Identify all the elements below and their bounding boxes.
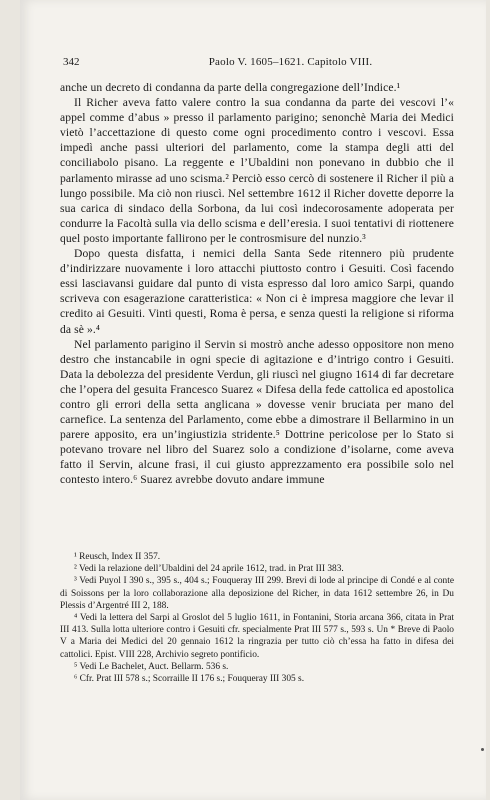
scan-speck	[481, 748, 484, 751]
footnotes	[60, 551, 454, 685]
page-header	[63, 56, 458, 68]
footnote: ¹ Reusch, Index II 357.	[74, 552, 161, 562]
page-number: 342	[63, 56, 80, 68]
paragraph: anche un decreto di condanna da parte della congregazione dell’Indice.¹	[60, 81, 401, 94]
footnote: ⁴ Vedi la lettera del Sarpi al Groslot del 5 luglio 1611, in Fontanini, Storia arcana 366, citata in Prat III 413. Sulla lotta ulteriore contro i Gesuiti cfr. specialmente Prat III 577 s., 593 s. Un * Breve di Paolo V a Maria dei Medici del 20 gennaio 1612 la ringrazia per tutto ciò ch’essa ha fatto in difesa dei cattolici. Epist. VIII 228, Archivio segreto pontificio.	[60, 613, 454, 660]
footnote: ³ Vedi Puyol I 390 s., 395 s., 404 s.; Fouqueray III 299. Brevi di lode al principe di Condé e al conte di Soissons per la loro collaborazione alla deposizione del Richer, in data 1612 settembre 26, in Du Plessis d’Argentré III 2, 188.	[60, 576, 454, 611]
paragraph: Nel parlamento parigino il Servin si mostrò anche adesso oppositore non meno destro che instancabile in ogni specie di agitazione e d’intrigo contro i Gesuiti. Data la debolezza del presidente Verdun, gli riuscì nel giugno 1614 di far decretare che l’opera del gesuita Francesco Suarez « Difesa della fede cattolica ed apostolica contro gli errori della setta anglicana » dovesse venir bruciata per mano del carnefice. La sentenza del Parlamento, come ebbe a dimostrare il Bellarmino in un parere apposito, era un’ingiustizia stridente.⁵ Dottrine pericolose per lo Stato si potevano trovare nel libro del Suarez solo a condizione d’isolarne, come aveva fatto il Servin, alcune frasi, il cui giusto apprezzamento era possibile solo nel contesto intero.⁶ Suarez avrebbe dovuto andare immune	[60, 337, 454, 487]
paragraph: Il Richer aveva fatto valere contro la sua condanna da parte dei vescovi l’« appel comme d’abus » presso il parlamento parigino; senonchè Maria dei Medici vietò l’accettazione di questo come ogni procedimento contro i vescovi. Essa impedì anche passi ulteriori del parlamento, come la stampa degli atti del conciliabolo pisano. La reggente e l’Ubaldini non ponevano in dubbio che il parlamento mirasse ad uno scisma.² Perciò esso cercò di sostenere il Richer il più a lungo possibile. Ma ciò non riuscì. Nel settembre 1612 il Richer dovette deporre la sua carica di sindaco della Sorbona, da lui così indecorosamente adoperata per condurre la Facoltà sulla via dello scisma e dell’eresia. I suoi tentativi di riottenere quel posto importante fallirono per le controsmisure del nunzio.³	[60, 96, 454, 245]
main-text	[60, 80, 454, 488]
running-title: Paolo V. 1605–1621. Capitolo VIII.	[208, 56, 373, 68]
paragraph: Dopo questa disfatta, i nemici della Santa Sede ritennero più prudente d’indirizzare nuovamente i loro attacchi piuttosto contro i Gesuiti. Così facendo essi lasciavansi guidare dal punto di vista espresso dal loro amico Sarpi, quando scriveva con esagerazione caratteristica: « Non ci è impresa maggiore che levar il credito ai Gesuiti. Vinti questi, Roma è persa, e senza questi la religione si riforma da sè ».⁴	[60, 247, 454, 336]
footnote: ⁶ Cfr. Prat III 578 s.; Scorraille II 176 s.; Fouqueray III 305 s.	[74, 674, 305, 685]
footnote: ² Vedi la relazione dell’Ubaldini del 24 aprile 1612, trad. in Prat III 383.	[74, 564, 344, 575]
footnote: ⁵ Vedi Le Bachelet, Auct. Bellarm. 536 s.	[74, 661, 229, 672]
